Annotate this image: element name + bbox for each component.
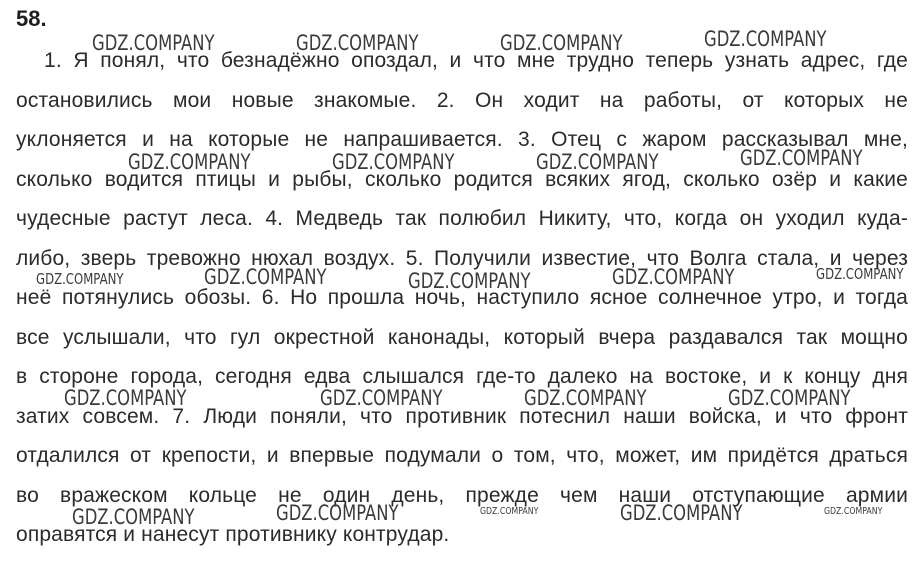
- text-line: неё потянулись обозы. 6. Но прошла ночь, наступило ясное солнечное утро, и тогда: [16, 286, 908, 309]
- watermark: GDZ.COMPANY: [612, 265, 735, 289]
- watermark: GDZ.COMPANY: [128, 150, 251, 174]
- exercise-text: [16, 44, 908, 558]
- watermark: GDZ.COMPANY: [64, 386, 187, 410]
- watermark: GDZ.COMPANY: [536, 150, 659, 174]
- watermark: GDZ.COMPANY: [92, 31, 215, 55]
- text-line: во вражеском кольце не один день, прежде чем наши отступающие армии: [16, 483, 908, 507]
- text-line: либо, зверь тревожно нюхал воздух. 5. Получили известие, что Волга стала, и через: [16, 246, 908, 270]
- watermark: GDZ.COMPANY: [500, 31, 623, 55]
- text-line: уклоняется и на которые не напрашивается. 3. Отец с жаром рассказывал мне,: [16, 128, 908, 151]
- watermark: GDZ.COMPANY: [204, 265, 327, 289]
- watermark: GDZ.COMPANY: [728, 386, 851, 410]
- text-line: все услышали, что гул окрестной канонады, который вчера раздавался так мощно: [16, 325, 908, 349]
- exercise-number: 58.: [16, 6, 47, 31]
- watermark: GDZ.COMPANY: [816, 265, 904, 283]
- text-line: чудесные растут леса. 4. Медведь так полюбил Никиту, что, когда он уходил куда-: [16, 207, 908, 230]
- watermark: GDZ.COMPANY: [408, 269, 531, 293]
- text-line: в стороне города, сегодня едва слышался где-то далеко на востоке, и к концу дня: [16, 365, 908, 388]
- watermark: GDZ.COMPANY: [36, 270, 124, 288]
- text-line: затих совсем. 7. Люди поняли, что противник потеснил наши войска, и что фронт: [16, 404, 908, 428]
- watermark: GDZ.COMPANY: [740, 146, 863, 170]
- watermark: GDZ.COMPANY: [332, 150, 455, 174]
- watermark: GDZ.COMPANY: [480, 506, 539, 517]
- watermark: GDZ.COMPANY: [524, 386, 647, 410]
- watermark: GDZ.COMPANY: [72, 505, 195, 529]
- text-line: 1. Я понял, что безнадёжно опоздал, и что мне трудно теперь узнать адрес, где: [44, 49, 908, 72]
- text-line: сколько водится птицы и рыбы, сколько родится всяких ягод, сколько озёр и какие: [16, 167, 908, 191]
- text-line: остановились мои новые знакомые. 2. Он ходит на работы, от которых не: [16, 88, 908, 112]
- watermark: GDZ.COMPANY: [620, 501, 743, 525]
- watermark: GDZ.COMPANY: [276, 501, 399, 525]
- watermark: GDZ.COMPANY: [320, 386, 443, 410]
- text-line: отдалился от крепости, и впервые подумали о том, что, может, им придётся драться: [16, 444, 908, 467]
- text-line: оправятся и нанесут противнику контрудар.: [16, 523, 450, 546]
- watermark: GDZ.COMPANY: [296, 31, 419, 55]
- watermark: GDZ.COMPANY: [824, 506, 883, 517]
- watermark: GDZ.COMPANY: [704, 27, 827, 51]
